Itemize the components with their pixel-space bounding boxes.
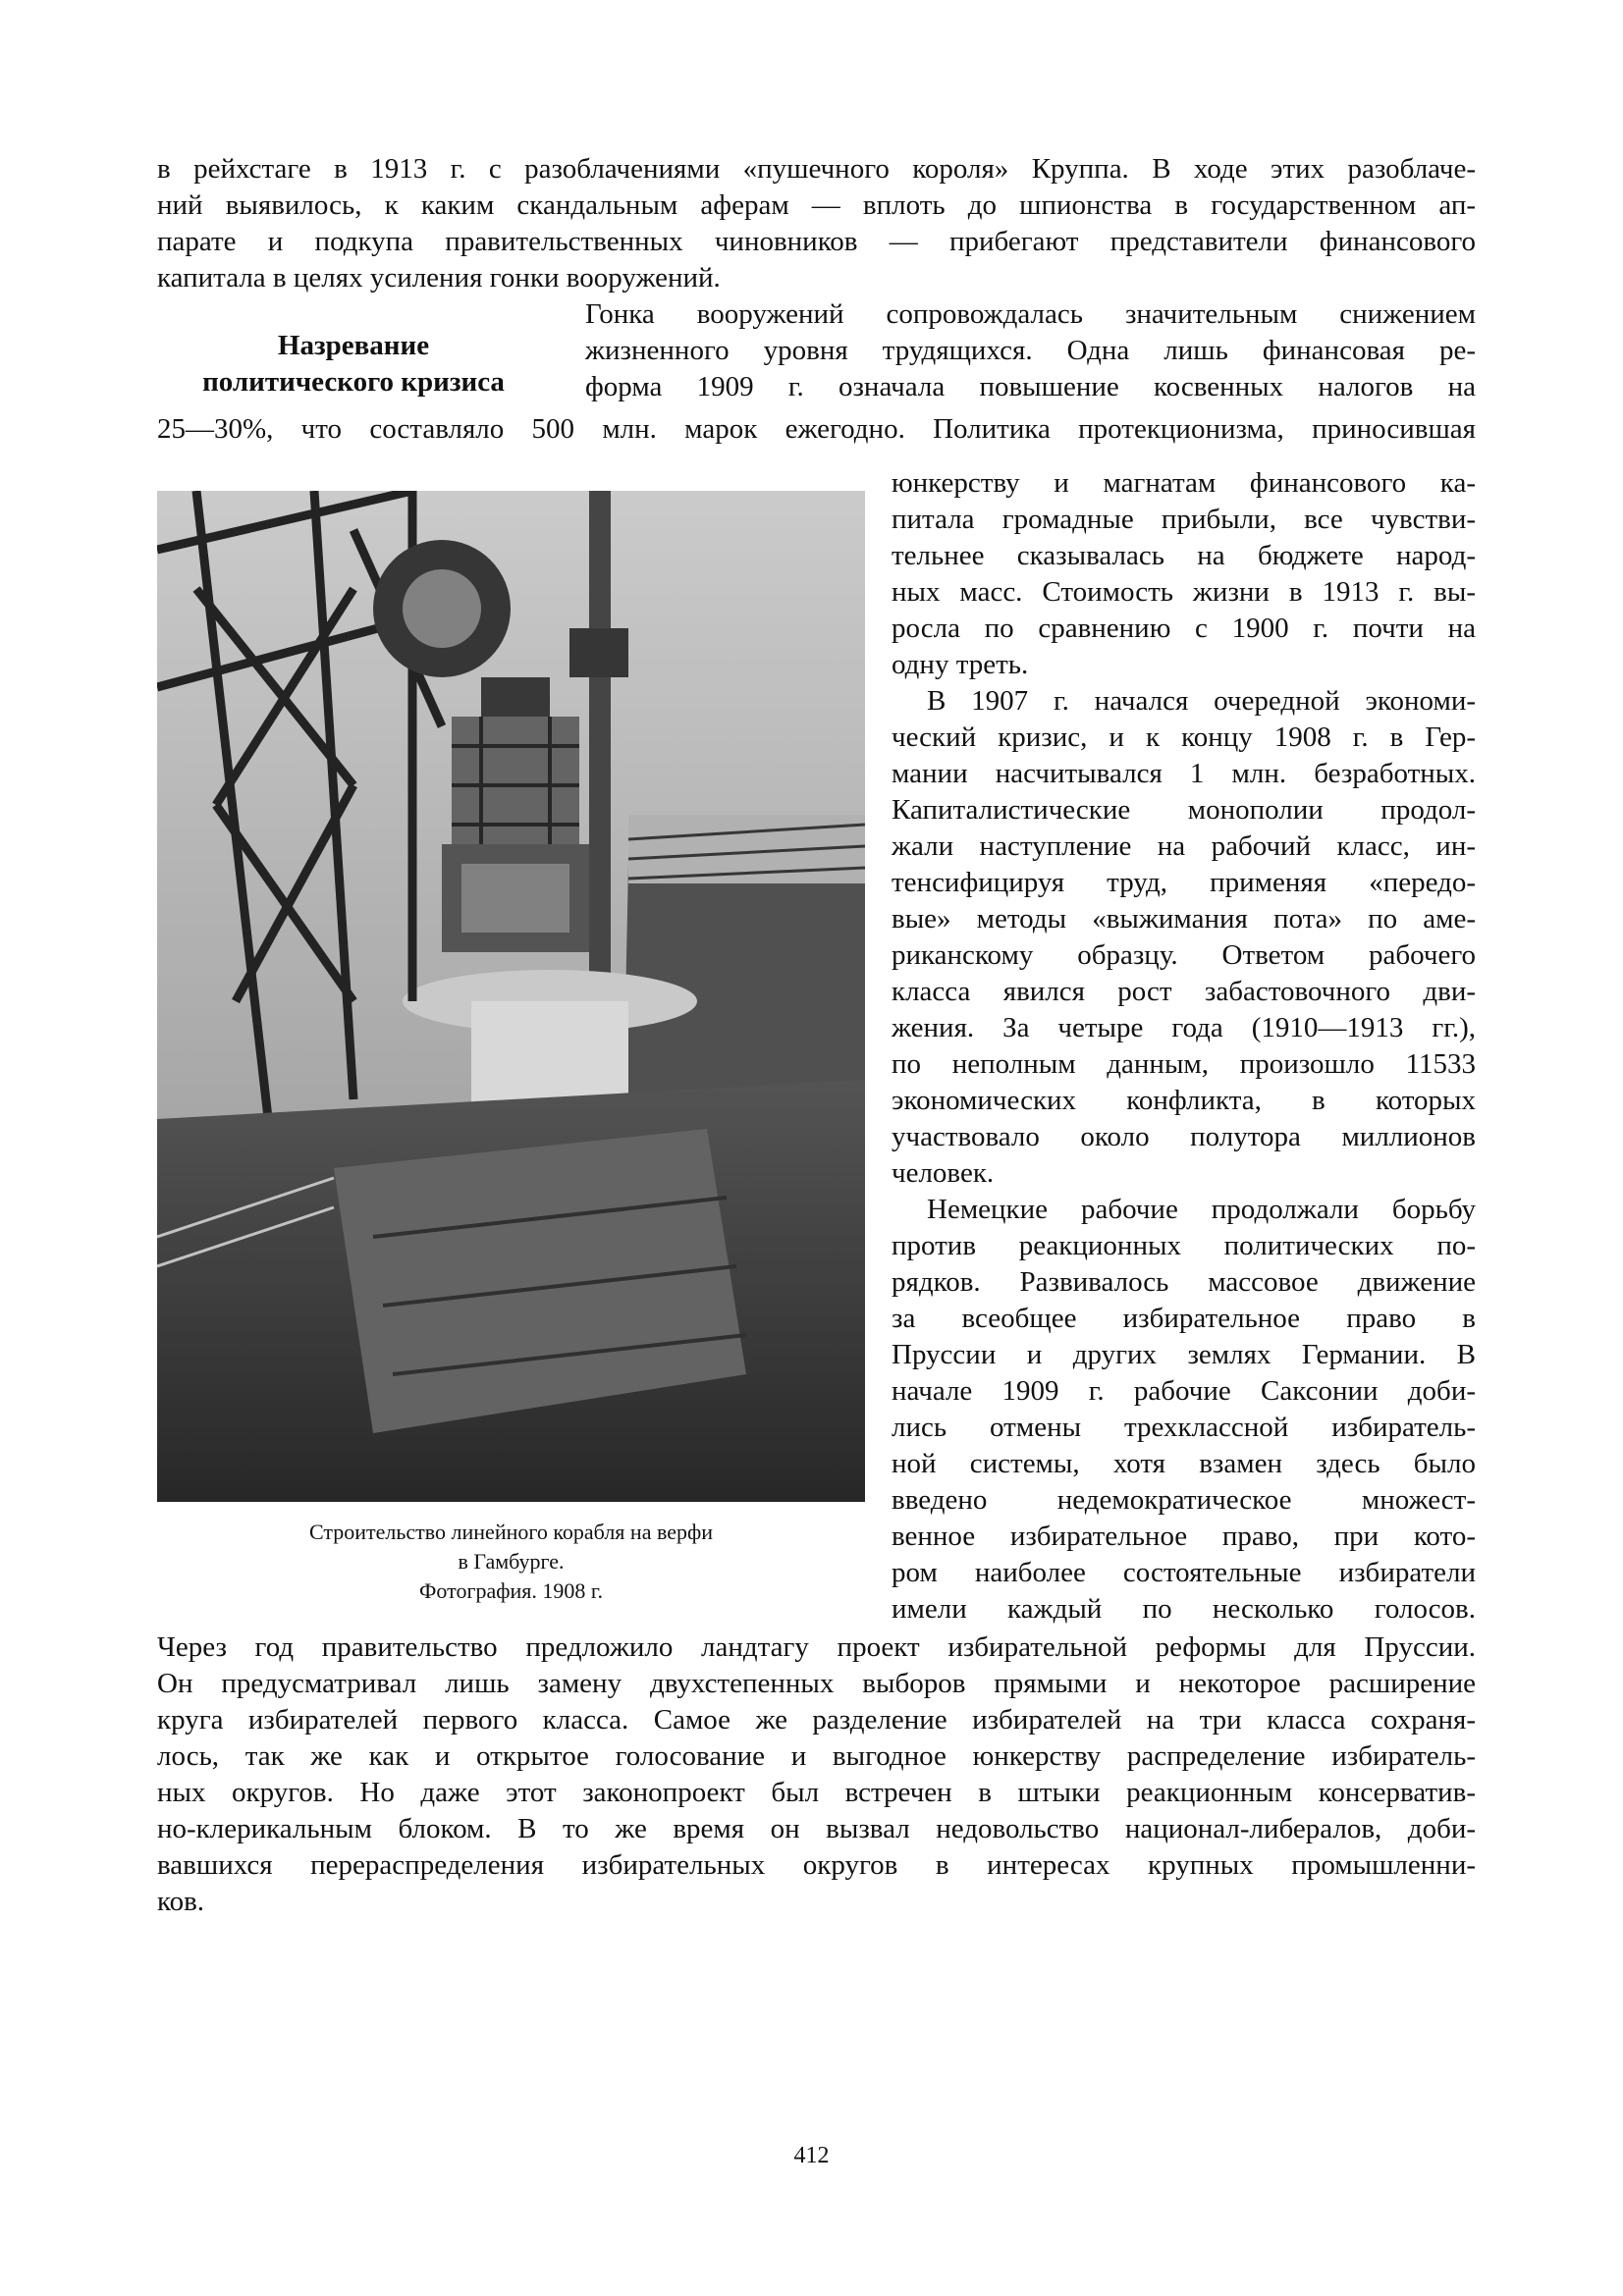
body-line: жали наступление на рабочий класс, ин-: [892, 830, 1476, 862]
body-line: В 1907 г. начался очередной экономи-: [927, 685, 1476, 717]
body-line: введено недемократическое множест-: [892, 1484, 1476, 1516]
body-line: парате и подкупа правительственных чиновников — прибегают представители финансового: [157, 226, 1476, 257]
body-line: вые» методы «выжимания пота» по аме-: [892, 903, 1476, 934]
body-line: круга избирателей первого класса. Самое же разделение избирателей на три класса сохраня-: [157, 1704, 1476, 1735]
body-line: капитала в целях усиления гонки вооружений.: [157, 262, 721, 294]
caption-line: Строительство линейного корабля на верфи: [308, 1520, 714, 1544]
body-line: жения. За четыре года (1910—1913 гг.),: [892, 1012, 1476, 1043]
section-heading-line: Назревание: [277, 330, 430, 361]
body-line: ных масс. Стоимость жизни в 1913 г. вы-: [892, 576, 1476, 608]
shipyard-photo-illustration: [157, 491, 865, 1502]
body-line: росла по сравнению с 1900 г. почти на: [892, 613, 1476, 644]
body-line: Через год правительство предложило ландтагу проект избирательной реформы для Пруссии.: [157, 1631, 1476, 1663]
body-line: тенсифицируя труд, применяя «передо-: [892, 867, 1476, 898]
body-line: ных округов. Но даже этот законопроект был встречен в штыки реакционным консерватив-: [157, 1777, 1476, 1808]
body-line: одну треть.: [892, 649, 1029, 680]
shipyard-photo: [157, 491, 865, 1502]
caption-line: в Гамбурге.: [458, 1549, 565, 1574]
body-line: Пруссии и других землях Германии. В: [892, 1339, 1476, 1370]
body-line: венное избирательное право, при кото-: [892, 1521, 1476, 1552]
body-line: по неполным данным, произошло 11533: [892, 1048, 1476, 1080]
body-line: тельнее сказывалась на бюджете народ-: [892, 540, 1476, 571]
body-line: лись отмены трехклассной избиратель-: [892, 1412, 1476, 1443]
body-line: ром наиболее состоятельные избиратели: [892, 1557, 1476, 1588]
body-line: ков.: [157, 1886, 205, 1917]
body-line: форма 1909 г. означала повышение косвенных налогов на: [585, 371, 1476, 402]
body-line: жизненного уровня трудящихся. Одна лишь финансовая ре-: [585, 335, 1476, 366]
body-line: ной системы, хотя взамен здесь было: [892, 1448, 1476, 1479]
body-line: риканскому образцу. Ответом рабочего: [892, 939, 1476, 971]
body-line: но-клерикальным блоком. В то же время он вызвал недовольство национал-либералов, доби-: [157, 1813, 1476, 1844]
body-line: мании насчитывался 1 млн. безработных.: [892, 758, 1476, 789]
photo-caption: [157, 1518, 865, 1606]
body-line: экономических конфликта, в которых: [892, 1085, 1476, 1116]
body-line: в рейхстаге в 1913 г. с разоблачениями «пушечного короля» Круппа. В ходе этих разоблаче-: [157, 153, 1476, 185]
body-line: ний выявилось, к каким скандальным аферам — вплоть до шпионства в государственном ап-: [157, 189, 1476, 221]
body-line: Он предусматривал лишь замену двухстепенных выборов прямыми и некоторое расширение: [157, 1668, 1476, 1699]
body-line: человек.: [892, 1157, 995, 1189]
body-line: против реакционных политических по-: [892, 1230, 1476, 1261]
body-line: Немецкие рабочие продолжали борьбу: [927, 1194, 1476, 1225]
page-number: 412: [793, 2143, 830, 2168]
caption-line: Фотография. 1908 г.: [419, 1578, 603, 1603]
body-line: вавшихся перераспределения избирательных округов в интересах крупных промышленни-: [157, 1849, 1476, 1881]
body-line: рядков. Развивалось массовое движение: [892, 1266, 1476, 1298]
body-line: начале 1909 г. рабочие Саксонии доби-: [892, 1375, 1476, 1407]
body-line: юнкерству и магнатам финансового ка-: [892, 467, 1476, 499]
body-line: питала громадные прибыли, все чувстви-: [892, 504, 1476, 535]
body-line: 25—30%, что составляло 500 млн. марок ежегодно. Политика протекционизма, приносившая: [157, 413, 1476, 445]
body-line: имели каждый по несколько голосов.: [892, 1593, 1476, 1625]
body-line: класса явился рост забастовочного дви-: [892, 976, 1476, 1007]
body-line: участвовало около полутора миллионов: [892, 1121, 1476, 1152]
body-line: Гонка вооружений сопровождалась значительным снижением: [585, 298, 1476, 330]
section-heading-line: политического кризиса: [202, 366, 505, 398]
body-line: лось, так же как и открытое голосование и выгодное юнкерству распределение избиратель-: [157, 1740, 1476, 1772]
body-line: ческий кризис, и к концу 1908 г. в Гер-: [892, 721, 1476, 753]
body-line: за всеобщее избирательное право в: [892, 1303, 1476, 1334]
body-line: Капиталистические монополии продол-: [892, 794, 1476, 826]
section-heading: [157, 328, 550, 400]
